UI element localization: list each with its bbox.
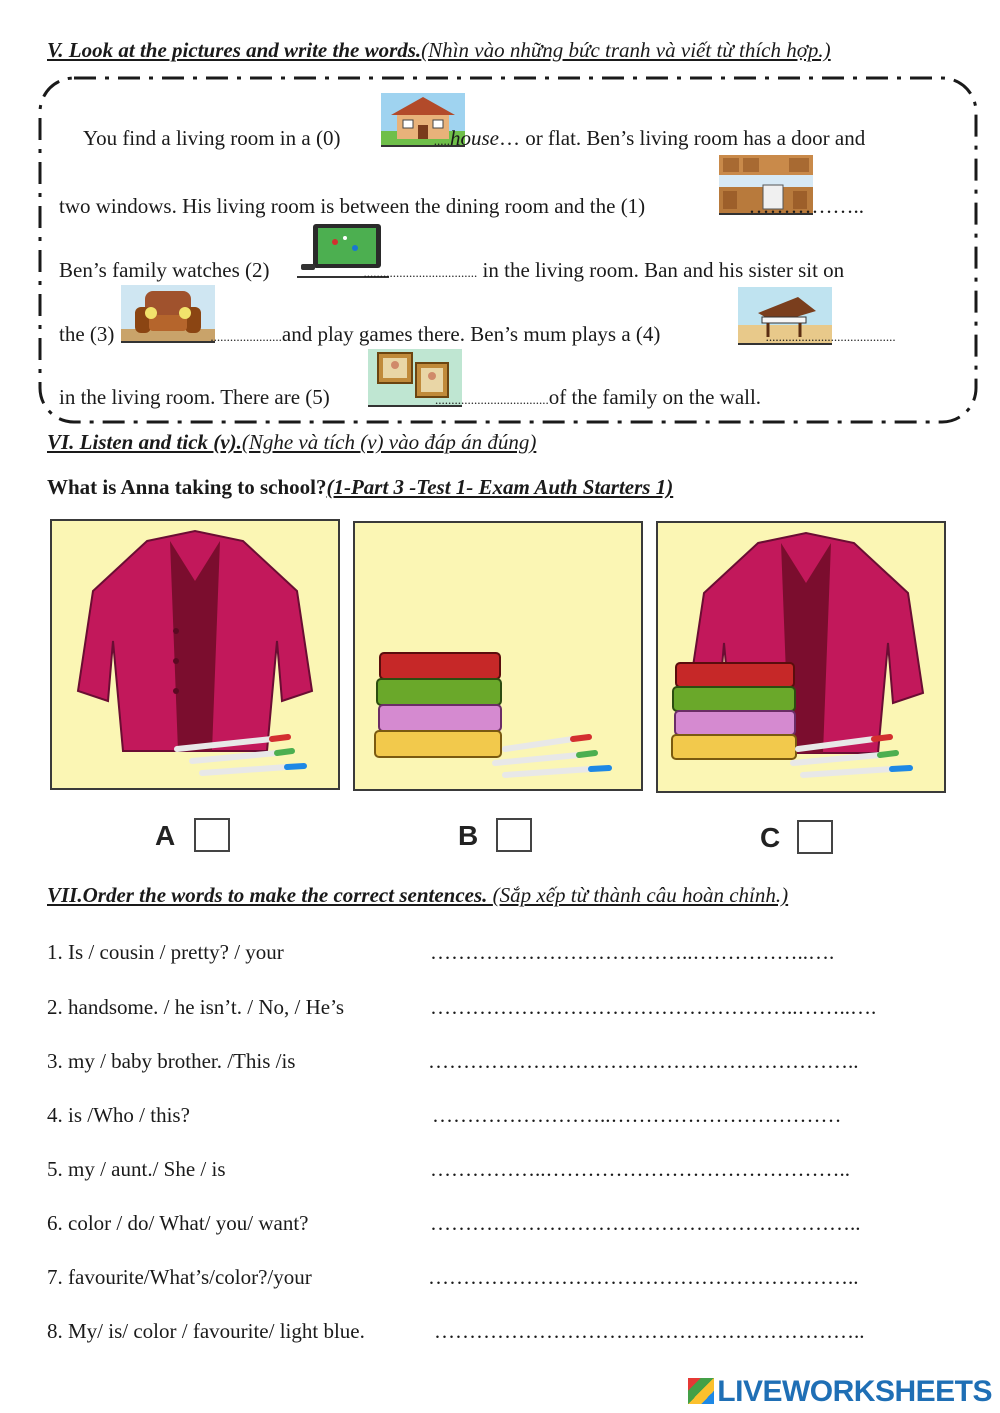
section7-heading: VII.Order the words to make the correct sentences. (Sắp xếp từ thành câu hoàn chỉnh.) [47,883,789,907]
option-b-label: B [458,820,479,851]
answer-line-1[interactable]: ………………………………..……………..…. [430,940,835,964]
option-a-checkbox[interactable] [194,818,230,852]
section6-heading: VI. Listen and tick (v).(Nghe và tích (v) vào đáp án đúng) [47,430,537,454]
answer-line-5[interactable]: ……………..…………………………………….. [430,1157,850,1181]
answer-line-4[interactable]: ……………………..…………………………… [432,1103,842,1127]
exercise-item-2: 2. handsome. / he isn’t. / No, / He’s [47,995,345,1019]
option-b-picture [353,521,643,791]
option-c-label: C [760,822,781,853]
books-and-pens-icon [355,523,641,789]
section5-heading-en: V. Look at the pictures and write the words. [47,38,422,62]
section5-heading-vi: (Nhìn vào những bức tranh và viết từ thích hợp.) [421,38,831,62]
section5-line4: the (3) ......................and play games there. Ben’s mum plays a (4) ........................................ [59,322,896,346]
brand-logo: LIVEWORKSHEETS [688,1375,992,1409]
section6-question: What is Anna taking to school?(1-Part 3 -Test 1- Exam Auth Starters 1) [47,475,674,499]
section5-line3: Ben’s family watches (2) ................................... in the living room. Ban and his sister sit on [59,258,845,282]
answer-line-2[interactable]: ……………………………………………..……..…. [430,995,877,1019]
jacket-and-pens-icon [52,521,338,788]
exercise-item-4: 4. is /Who / this? [47,1103,190,1127]
answer-line-3[interactable]: …………………………………………………….. [428,1049,859,1073]
answer-line-7[interactable]: …………………………………………………….. [428,1265,859,1289]
exercise-item-1: 1. Is / cousin / pretty? / your [47,940,284,964]
exercise-item-3: 3. my / baby brother. /This /is [47,1049,296,1073]
liveworksheets-logo-icon [688,1378,714,1404]
answer-line-6[interactable]: …………………………………………………….. [430,1211,861,1235]
option-c-picture [656,521,946,793]
exercise-item-6: 6. color / do/ What/ you/ want? [47,1211,309,1235]
section5-line2: two windows. His living room is between the dining room and the (1) …………….. [59,194,864,218]
option-c-checkbox[interactable] [797,820,833,854]
exercise-item-8: 8. My/ is/ color / favourite/ light blue. [47,1319,365,1343]
exercise-item-7: 7. favourite/What’s/color?/your [47,1265,312,1289]
exercise-item-5: 5. my / aunt./ She / is [47,1157,226,1181]
example-answer: house [449,126,499,150]
option-a-label: A [155,820,176,851]
section5-heading [47,38,831,63]
option-b-checkbox[interactable] [496,818,532,852]
jacket-books-and-pens-icon [658,523,944,791]
question-source: (1-Part 3 -Test 1- Exam Auth Starters 1) [326,475,674,499]
answer-line-8[interactable]: …………………………………………………….. [434,1319,865,1343]
section5-line5: in the living room. There are (5) ...................................of the family on the wall. [59,385,762,409]
section5-line1: You find a living room in a (0) .....house… or flat. Ben’s living room has a door and [83,126,866,150]
option-a-picture [50,519,340,790]
